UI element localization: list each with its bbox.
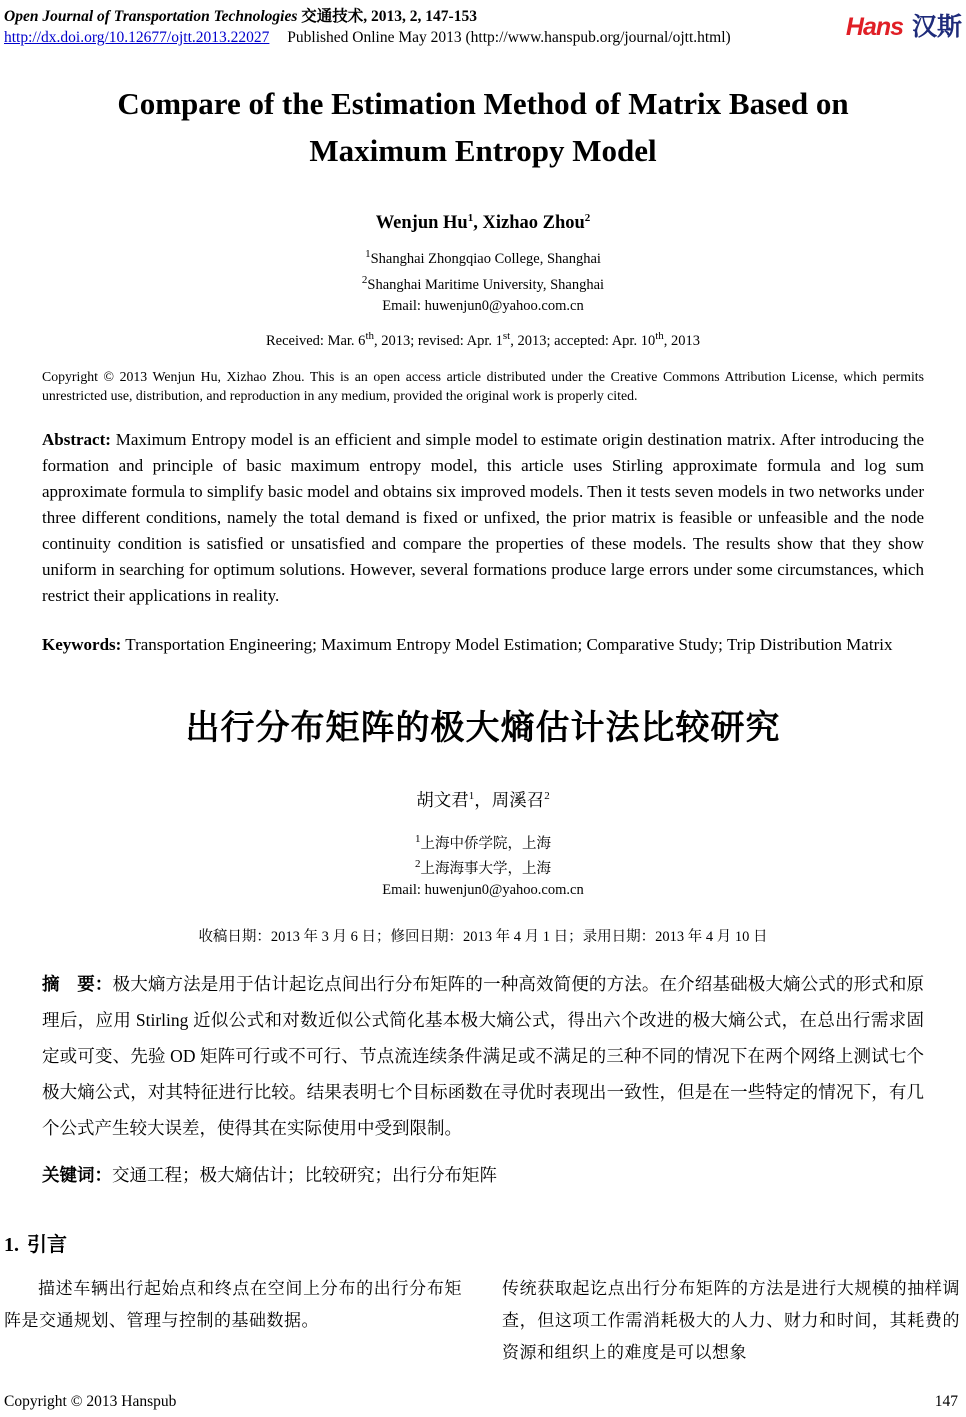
hans-logo-cjk: 汉斯	[911, 13, 962, 41]
author-separator: ,	[473, 213, 483, 234]
journal-title-line	[4, 6, 731, 27]
affiliation-sup: 2	[361, 273, 368, 286]
article-title-english: Compare of the Estimation Method of Matrix Based on Maximum Entropy Model	[117, 86, 849, 168]
author-name: Xizhao Zhou	[482, 213, 585, 234]
abstract-label-chinese: 摘 要：	[42, 974, 113, 995]
author-separator: ，	[474, 789, 492, 810]
journal-name: Open Journal of Transportation Technologies	[4, 8, 298, 25]
abstract-english	[42, 427, 924, 609]
author-name: 周溪召	[491, 789, 545, 810]
author-affiliation-sup: 1	[468, 789, 475, 802]
dates-chinese: 收稿日期：2013 年 3 月 6 日；修回日期：2013 年 4 月 1 日；录用日期：2013 年 4 月 10 日	[198, 929, 768, 946]
affiliation-text: Shanghai Zhongqiao College, Shanghai	[370, 250, 601, 267]
keywords-text-chinese: 交通工程；极大熵估计；比较研究；出行分布矩阵	[112, 1165, 497, 1186]
affiliation-sup: 2	[415, 858, 421, 871]
affiliation-line	[0, 829, 966, 855]
article-title-chinese: 出行分布矩阵的极大熵估计法比较研究	[185, 708, 781, 747]
affiliation-line	[0, 854, 966, 880]
affiliation-text: 上海中侨学院，上海	[420, 835, 551, 852]
author-name: Wenjun Hu	[375, 213, 468, 234]
received-text: , 2013; revised: Apr. 1	[374, 332, 503, 349]
affiliation-text: Shanghai Maritime University, Shanghai	[367, 276, 605, 293]
author-name: 胡文君	[416, 789, 469, 810]
section-1-heading	[4, 1228, 962, 1257]
ordinal-sup: th	[365, 329, 374, 342]
abstract-text-chinese: 极大熵方法是用于估计起讫点间出行分布矩阵的一种高效简便的方法。在介绍基础极大熵公式的形式和原理后，应用 Stirling 近似公式和对数近似公式简化基本极大熵公式，得出六个改进的极大熵公式，在总出行需求固定或可变、先验 OD 矩阵可行或不可行、节点流连续条件满足或不满足的三种不同的情况下在两个网络上测试七个极大熵公式，对其特征进行比较。结果表明七个目标函数在寻优时表现出一致性，但是在一些特定的情况下，有几个公式产生较大误差，使得其在实际使用中受到限制。	[42, 974, 925, 1139]
published-online-text: Published Online May 2013 (http://www.hanspub.org/journal/ojtt.html)	[287, 29, 731, 46]
affiliation-text: 上海海事大学，上海	[420, 861, 551, 878]
affiliation-line	[0, 270, 966, 296]
affiliation-sup: 1	[365, 248, 371, 261]
email-line: Email: huwenjun0@yahoo.com.cn	[382, 297, 584, 314]
section-number: 1.	[4, 1234, 19, 1257]
affiliations-chinese	[0, 829, 966, 902]
received-text: Received: Mar. 6	[265, 332, 366, 349]
intro-paragraph-right-column: 传统获取起讫点出行分布矩阵的方法是进行大规模的抽样调查，但这项工作需消耗极大的人力、财力和时间，其耗费的资源和组织上的难度是可以想象	[502, 1279, 960, 1363]
keywords-chinese	[42, 1162, 924, 1188]
copyright-notice: Copyright © 2013 Wenjun Hu, Xizhao Zhou. This is an open access article distributed under the Creative Commons Attribution License, which permits unrestricted use, distribution, and reproduction in any medium, provided the original work is properly cited.	[42, 368, 924, 403]
journal-issue: 交通技术, 2013, 2, 147-153	[301, 8, 477, 25]
keywords-label-chinese: 关键词：	[42, 1165, 112, 1186]
abstract-chinese	[42, 966, 924, 1146]
author-affiliation-sup: 2	[544, 789, 550, 802]
page-number: 147	[934, 1393, 958, 1410]
abstract-text: Maximum Entropy model is an efficient and simple model to estimate origin destination matrix. After introducing the formation and principle of basic maximum entropy model, this article uses Stirling approximate formula and log sum approximate formula to simplify basic model and obtains six improved models. Then it tests seven models in two networks under three different conditions, namely the total demand is fixed or unfixed, the prior matrix is feasible or unfeasible and the node continuity condition is satisfied or unsatisfied and compare the properties of these models. The results show that they show uniform in searching for optimum solutions. However, several formations produce large errors under some circumstances, which restrict their applications in reality.	[42, 429, 924, 605]
author-affiliation-sup: 2	[584, 212, 591, 224]
section-title: 引言	[27, 1234, 67, 1257]
hans-logo	[846, 6, 962, 43]
abstract-label: Abstract:	[42, 429, 111, 449]
keywords-text: Transportation Engineering; Maximum Entropy Model Estimation; Comparative Study; Trip Distribution Matrix	[125, 634, 893, 654]
intro-paragraph-left-column: 描述车辆出行起始点和终点在空间上分布的出行分布矩阵是交通规划、管理与控制的基础数据。	[4, 1279, 462, 1331]
page-header	[0, 0, 966, 48]
email-line: Email: huwenjun0@yahoo.com.cn	[382, 882, 584, 899]
hans-logo-latin: Hans	[845, 13, 904, 41]
body-two-columns	[4, 1273, 960, 1369]
affiliation-line	[0, 244, 966, 270]
authors-chinese	[0, 787, 966, 812]
authors-english	[0, 212, 966, 234]
received-text: , 2013; accepted: Apr. 10	[510, 332, 656, 349]
keywords-english	[42, 632, 924, 658]
footer-copyright: Copyright © 2013 Hanspub	[4, 1393, 177, 1410]
received-dates-line	[0, 330, 966, 350]
ordinal-sup: st	[502, 329, 511, 342]
doi-line	[4, 27, 731, 48]
affiliation-sup: 1	[415, 832, 421, 845]
ordinal-sup: th	[655, 329, 664, 342]
doi-link[interactable]: http://dx.doi.org/10.12677/ojtt.2013.22027	[4, 29, 270, 46]
author-affiliation-sup: 1	[467, 212, 474, 224]
keywords-label: Keywords:	[42, 634, 122, 654]
journal-info	[4, 6, 731, 48]
page-footer	[4, 1393, 958, 1411]
affiliations-english	[0, 244, 966, 317]
received-text: , 2013	[663, 332, 701, 349]
